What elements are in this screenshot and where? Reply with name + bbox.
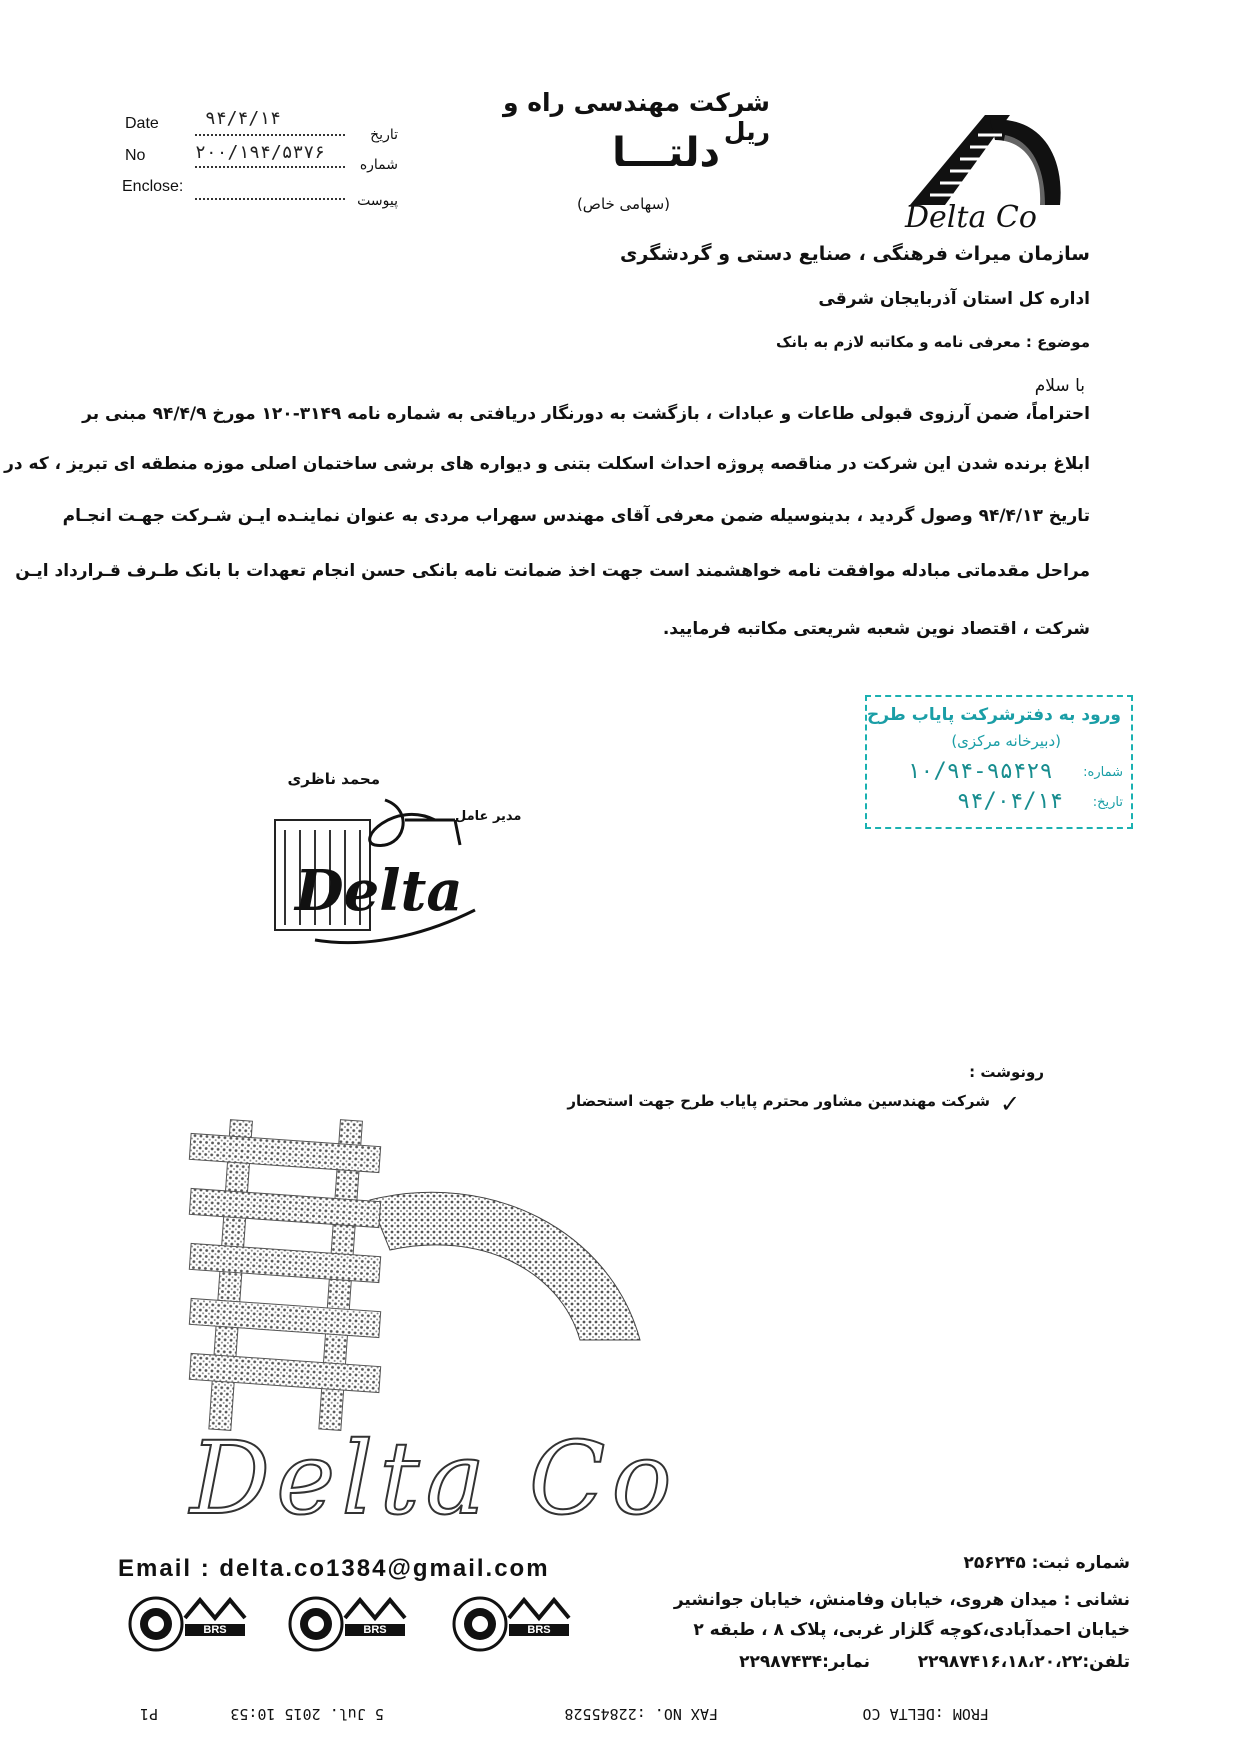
phone: تلفن:۲۲۹۸۷۴۱۶،۱۸،۲۰،۲۲ [917,1652,1130,1672]
receipt-stamp [865,695,1133,829]
brs-cert-2 [345,1596,405,1636]
department: اداره کل استان آذربایجان شرقی [818,289,1090,309]
paragraph-line-4: مراحل مقدماتی مبادله موافقت نامه خواهشمند است جهت اخذ ضمانت نامه بانکی حسن انجام تعهدات با بانک طـرف قـرارداد ایـن [15,561,1090,581]
greeting: با سلام [1034,376,1085,396]
company-brand: دلتـــا [612,130,720,176]
brs-label-2: BRS [345,1624,405,1636]
signature-stamp-text: مدیر عامل [455,809,522,824]
signature-stamp [255,790,522,960]
brs-cert-1 [185,1596,245,1636]
logo-caption: Delta Co [905,200,1037,235]
iso-seal-icon-2 [288,1596,344,1652]
fax-transmission-header: FROM :DELTA CO FAX NO. :22845528 5 Jul. 2015 10:53 P1 [140,1705,989,1723]
no-label-en: No [125,147,146,164]
company-type: (سهامی خاص) [576,195,670,213]
company-name: شرکت مهندسی راه و ریل [502,88,770,146]
brs-label-3: BRS [509,1624,569,1636]
enclose-label-fa: پیوست [357,193,398,209]
paragraph-line-1: احتراماً، ضمن آرزوی قبولی طاعات و عبادات ، بازگشت به دورنگار دریافتی به شماره نامه ۳۱۴۹-۱۲۰ مورخ ۹۴/۴/۹ مبنی بر [82,404,1090,424]
footer-logo-text: Delta Co [190,1420,678,1537]
no-value: ۲۰۰/۱۹۴/۵۳۷۶ [195,142,326,163]
brs-roof-icon-2 [345,1596,405,1620]
recipient: سازمان میراث فرهنگی ، صنایع دستی و گردشگری [620,243,1090,265]
brs-roof-icon-1 [185,1596,245,1620]
cc-line: شرکت مهندسین مشاور محترم پایاب طرح جهت استحضار [567,1092,990,1110]
date-value: ۹۴/۴/۱۴ [205,108,281,129]
brs-label-1: BRS [185,1624,245,1636]
enclose-line [195,198,345,200]
stamp-date-label: تاریخ: [1092,795,1123,810]
date-label-en: Date [125,115,159,132]
fax: نمابر:۲۲۹۸۷۴۳۴ [739,1652,870,1672]
subject: موضوع : معرفی نامه و مکاتبه لازم به بانک [776,333,1090,351]
watermark-rail-logo [150,1110,670,1430]
address-line-1: نشانی : میدان هروی، خیابان وفامنش، خیابان جوانشیر [673,1590,1130,1610]
iso-seal-icon-1 [128,1596,184,1652]
enclose-label-en: Enclose: [122,178,184,195]
signature-stamp-brand: Delta [295,858,463,924]
stamp-number-label: شماره: [1083,765,1123,780]
paragraph-line-5: شرکت ، اقتصاد نوین شعبه شریعتی مکاتبه فرمایید. [662,619,1090,639]
no-label-fa: شماره [359,157,398,173]
brs-cert-3 [509,1596,569,1636]
iso-seal-icon-3 [452,1596,508,1652]
check-icon: ✓ [1000,1090,1021,1118]
brs-roof-icon-3 [509,1596,569,1620]
no-line [195,166,345,168]
paragraph-line-3: تاریخ ۹۴/۴/۱۳ وصول گردید ، بدینوسیله ضمن معرفی آقای مهندس سهراب مردی به عنوان نماینـده ایـن شـرکت جهـت انجـام [62,506,1090,526]
paragraph-line-2: ابلاغ برنده شدن این شرکت در مناقصه پروژه احداث اسکلت بتنی و دیواره های برشی ساختمان اصلی موزه منطقه ای تبریز ، که در [4,454,1090,474]
signer-name: محمد ناظری [287,770,380,788]
date-label-fa: تاریخ [370,127,398,143]
date-line [195,134,345,136]
registration: شماره ثبت: ۲۵۶۲۴۵ [963,1553,1130,1573]
address-line-2: خیابان احمدآبادی،کوچه گلزار غربی، پلاک ۸ ، طبقه ۲ [693,1620,1130,1640]
cc-label: رونوشت : [969,1063,1044,1081]
stamp-subtitle: (دبیرخانه مرکزی) [951,732,1061,750]
stamp-date-value: ۹۴/۰۴/۱۴ [957,789,1063,814]
email-link[interactable]: Email : delta.co1384@gmail.com [118,1555,550,1582]
stamp-number-value: ۱۰/۹۴-۹۵۴۲۹ [907,759,1053,784]
stamp-title: ورود به دفترشرکت پایاب طرح [866,705,1121,725]
